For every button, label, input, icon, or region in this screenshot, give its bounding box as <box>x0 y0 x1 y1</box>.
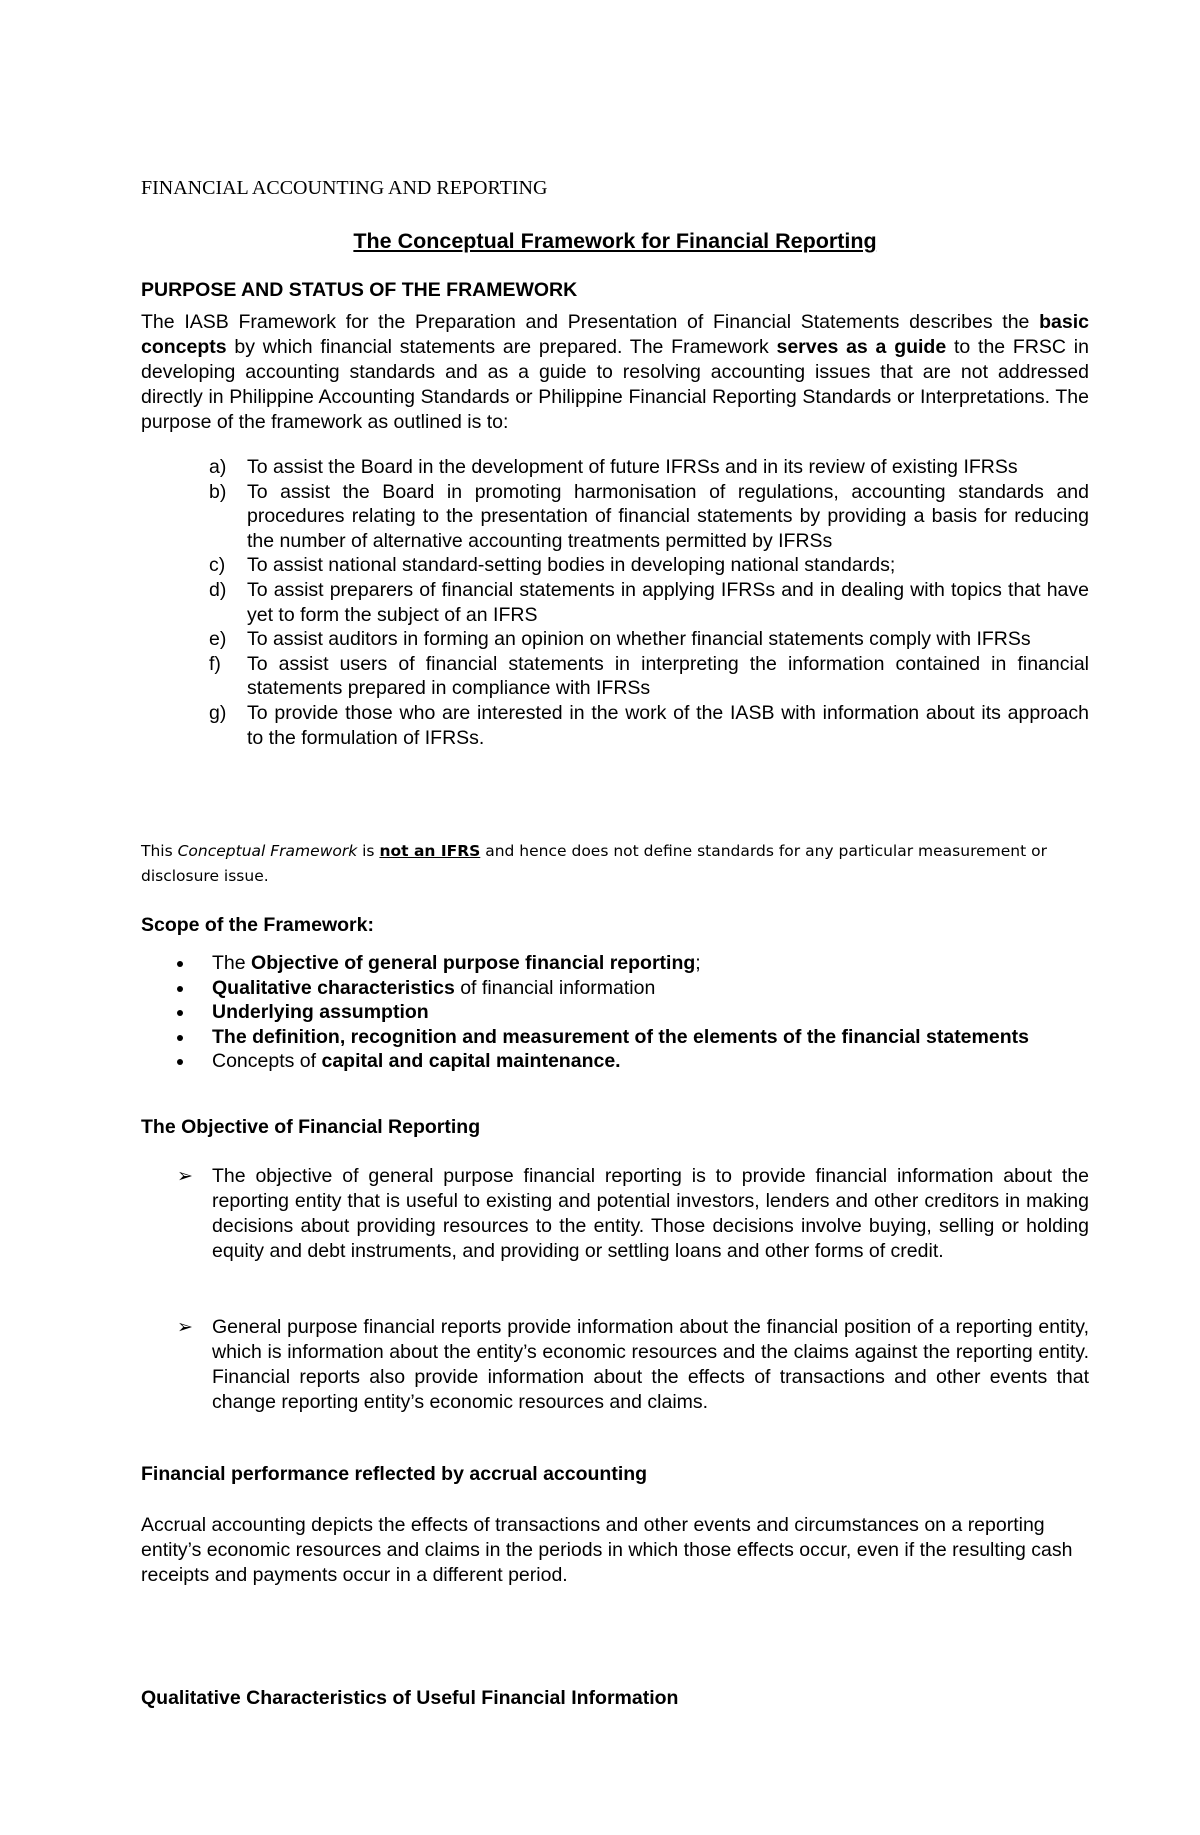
list-item-text: To assist the Board in promoting harmonisation of regulations, accounting standards and procedures relating to the presentation of financial statements by providing a basis for reducing the number of alternative accounting treatments permitted by IFRSs <box>247 480 1089 552</box>
purpose-list <box>141 455 1089 750</box>
purpose-text-2: by which financial statements are prepared. The Framework <box>226 336 777 358</box>
qualitative-heading: Qualitative Characteristics of Useful Financial Information <box>141 1687 679 1709</box>
note-post: and hence does not define standards for any particular measurement or disclosure issue. <box>141 842 1047 885</box>
scope-item-bold: Qualitative characteristics <box>212 976 455 999</box>
list-marker: f) <box>209 652 221 675</box>
scope-item-text: ; <box>695 952 701 974</box>
scope-list-item <box>141 1025 1089 1050</box>
scope-list-item <box>141 1000 1089 1025</box>
note-mid: is <box>357 842 380 860</box>
accrual-heading: Financial performance reflected by accrual accounting <box>141 1463 648 1485</box>
list-marker: c) <box>209 554 226 577</box>
purpose-text-3: to the FRSC in developing accounting standards and as a guide to resolving accounting issues that are not addressed directly in Philippine Accounting Standards or Philippine Financial Reporting Standards or Interpretations. The purpose of the framework as outlined is to: <box>141 336 1089 433</box>
purpose-list-item <box>141 553 1089 578</box>
scope-item-text: Concepts of <box>212 1050 322 1073</box>
list-item-text: To assist users of financial statements in interpreting the information contained in financial statements prepared in compliance with IFRSs <box>247 652 1089 700</box>
scope-list-item <box>141 951 1089 976</box>
list-marker: g) <box>209 701 227 724</box>
objective-list <box>141 1315 1089 1415</box>
scope-item-bold: Underlying assumption <box>212 1001 429 1024</box>
list-item-text: To assist preparers of financial statements in applying IFRSs and in dealing with topics that have yet to form the subject of an IFRS <box>247 578 1089 626</box>
note-pre: This <box>141 842 178 860</box>
scope-heading: Scope of the Framework: <box>141 914 374 936</box>
list-marker: b) <box>209 480 227 503</box>
accrual-paragraph: Accrual accounting depicts the effects of transactions and other events and circumstances on a reporting entity’s economic resources and claims in the periods in which those effects occur, even if the resulting cash receipts and payments occur in a different period. <box>141 1514 1073 1586</box>
purpose-heading: PURPOSE AND STATUS OF THE FRAMEWORK <box>141 279 578 301</box>
objective-item-text: The objective of general purpose financial reporting is to provide financial information about the reporting entity that is useful to existing and potential investors, lenders and other creditors in making decisions about providing resources to the entity. Those decisions involve buying, selling or holding equity and debt instruments, and providing or settling loans and other forms of credit. <box>212 1165 1089 1262</box>
purpose-list-item <box>141 627 1089 652</box>
note-underline: not an IFRS <box>379 842 481 860</box>
bullet-dot <box>177 1059 183 1065</box>
scope-item-bold: capital and capital maintenance. <box>321 1050 621 1073</box>
list-marker: d) <box>209 578 227 601</box>
purpose-bold-1: basic concepts <box>141 311 1090 358</box>
purpose-text-1: The IASB Framework for the Preparation and Presentation of Financial Statements describes the <box>141 311 1030 333</box>
bullet-dot <box>177 961 183 967</box>
list-marker: e) <box>209 628 227 651</box>
objective-heading: The Objective of Financial Reporting <box>141 1116 481 1138</box>
scope-list-item <box>141 1049 1089 1074</box>
scope-list <box>141 951 1089 1074</box>
arrow-bullet-icon: ➢ <box>177 1317 193 1338</box>
objective-list <box>141 1164 1089 1264</box>
framework-note <box>141 839 1089 889</box>
document-header: FINANCIAL ACCOUNTING AND REPORTING <box>141 177 548 199</box>
list-item-text: To provide those who are interested in the work of the IASB with information about its approach to the formulation of IFRSs. <box>247 701 1089 749</box>
scope-item-bold: Objective of general purpose financial reporting <box>251 952 696 974</box>
scope-item-bold: The definition, recognition and measurement of the elements of the financial statements <box>212 1025 1029 1048</box>
objective-list-item <box>141 1315 1089 1415</box>
list-item-text: To assist the Board in the development of future IFRSs and in its review of existing IFRSs <box>247 456 1018 478</box>
purpose-paragraph <box>141 310 1089 435</box>
objective-item-text: General purpose financial reports provide information about the financial position of a reporting entity, which is information about the entity’s economic resources and the claims against the reporting entity. Financial reports also provide information about the effects of transactions and other events that change reporting entity’s economic resources and claims. <box>212 1316 1089 1413</box>
purpose-list-item <box>141 578 1089 627</box>
purpose-list-item <box>141 652 1089 701</box>
bullet-dot <box>177 1010 183 1016</box>
objective-list-item <box>141 1164 1089 1264</box>
document-title: The Conceptual Framework for Financial Reporting <box>353 229 877 253</box>
scope-item-text: of financial information <box>454 976 656 999</box>
purpose-bold-2: serves as a guide <box>776 336 947 358</box>
note-italic: Conceptual Framework <box>177 842 358 860</box>
bullet-dot <box>177 1035 183 1041</box>
list-marker: a) <box>209 456 227 478</box>
bullet-dot <box>177 986 183 992</box>
purpose-list-item <box>141 455 1089 480</box>
scope-list-item <box>141 976 1089 1001</box>
scope-item-text: The <box>212 952 252 974</box>
purpose-list-item <box>141 480 1089 554</box>
purpose-list-item <box>141 701 1089 750</box>
arrow-bullet-icon: ➢ <box>177 1166 193 1187</box>
list-item-text: To assist auditors in forming an opinion on whether financial statements comply with IFRSs <box>247 628 1031 651</box>
list-item-text: To assist national standard-setting bodies in developing national standards; <box>247 554 896 577</box>
